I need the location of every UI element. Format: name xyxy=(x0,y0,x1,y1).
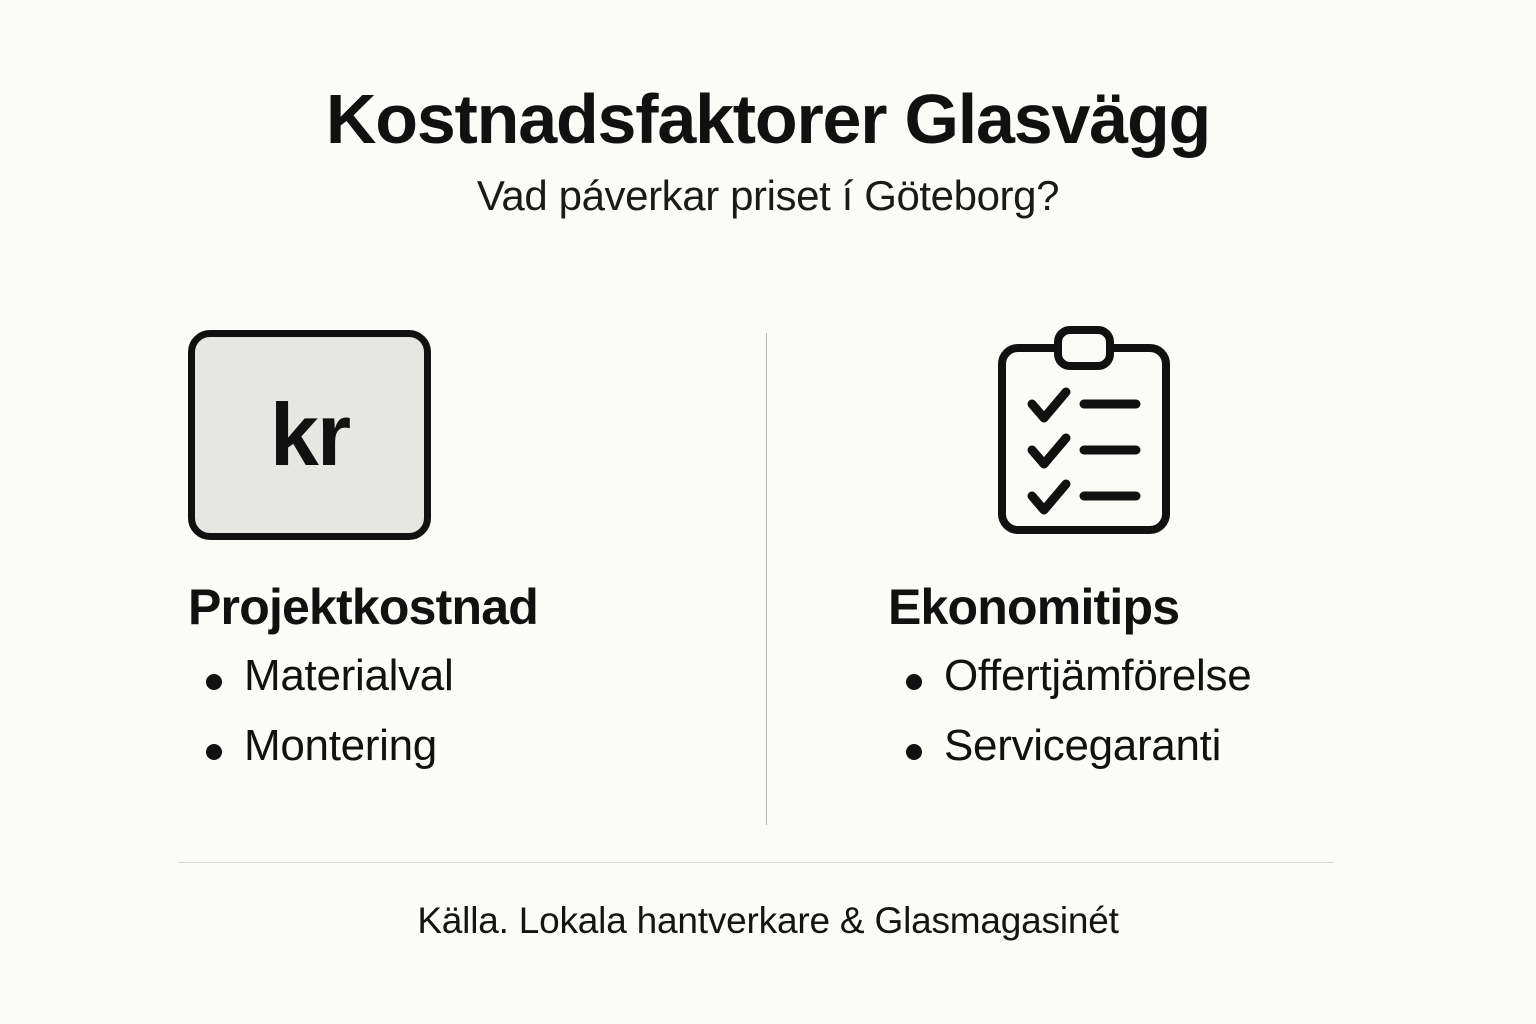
column-ekonomitips xyxy=(768,320,1416,794)
page-title: Kostnadsfaktorer Glasvägg xyxy=(325,80,1211,158)
clipboard-checklist-icon xyxy=(984,326,1184,545)
kr-currency-box-icon xyxy=(188,330,431,540)
list-item xyxy=(188,651,768,700)
list-item xyxy=(888,721,1416,770)
bullet-dot-icon xyxy=(906,674,922,690)
column-icon-wrap xyxy=(188,320,768,550)
bullet-list-projektkostnad xyxy=(188,651,768,770)
bullet-dot-icon xyxy=(206,744,222,760)
column-heading-projektkostnad: Projektkostnad xyxy=(188,579,539,635)
source-note: Källa. Lokala hantverkare & Glasmagasinét xyxy=(417,900,1119,941)
bullet-dot-icon xyxy=(206,674,222,690)
kr-currency-label: kr xyxy=(269,385,350,484)
list-item-label: Offertjämförelse xyxy=(944,651,1252,700)
list-item-label: Materialval xyxy=(244,651,454,700)
bullet-list-ekonomitips xyxy=(888,651,1416,770)
header xyxy=(0,82,1536,220)
columns-container xyxy=(120,320,1416,794)
list-item-label: Montering xyxy=(244,721,437,770)
list-item-label: Servicegaranti xyxy=(944,721,1222,770)
list-item xyxy=(188,721,768,770)
footer-divider xyxy=(178,862,1334,863)
list-item xyxy=(888,651,1416,700)
page-subtitle: Vad páverkar priset í Göteborg? xyxy=(476,172,1060,220)
column-heading-ekonomitips: Ekonomitips xyxy=(888,579,1180,635)
column-icon-wrap xyxy=(888,320,1416,550)
column-projektkostnad xyxy=(120,320,768,794)
bullet-dot-icon xyxy=(906,744,922,760)
